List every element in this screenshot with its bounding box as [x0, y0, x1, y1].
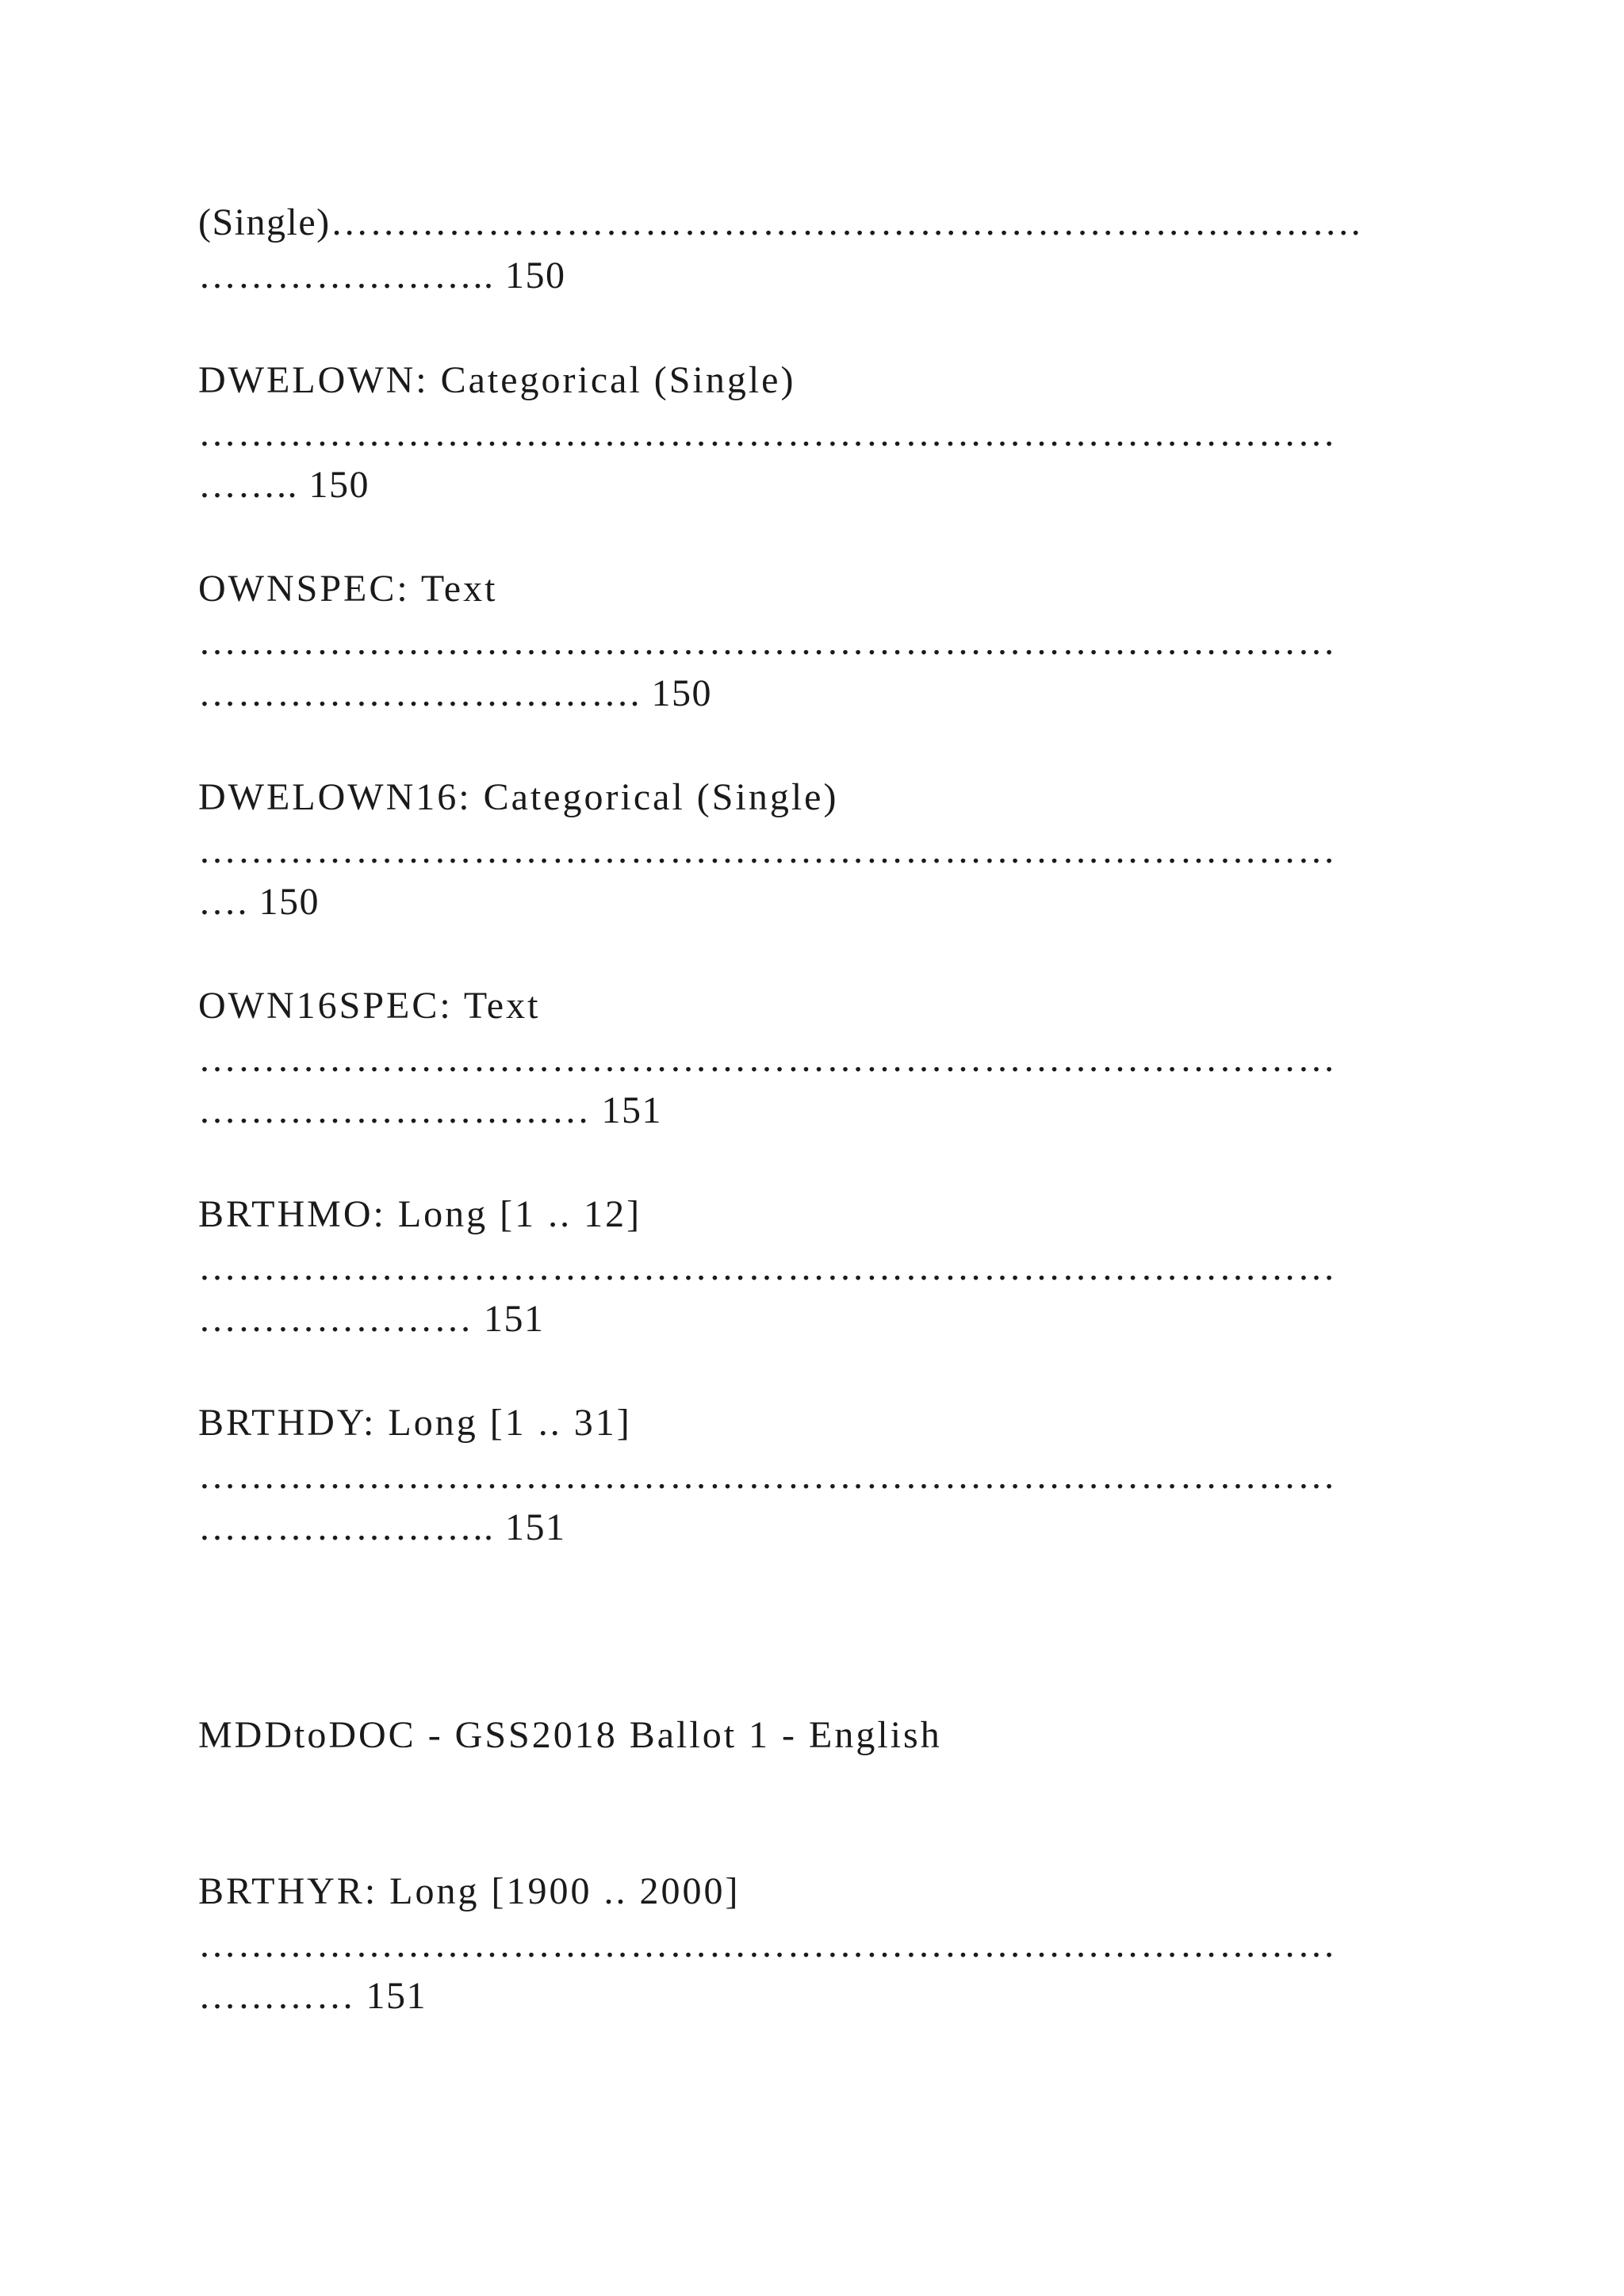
toc-entry-brthyr-leader: ……………………………………………………………………………	[198, 1923, 1337, 1965]
toc-entry-dwelown-page: …….. 150	[198, 464, 370, 506]
toc-entry-dwelown-label: DWELOWN: Categorical (Single)	[198, 359, 796, 401]
toc-entry-brthmo-page: ………………… 151	[198, 1298, 545, 1340]
toc-entry-own16spec-page: ………………………… 151	[198, 1089, 662, 1131]
toc-entry-own16spec-leader: ……………………………………………………………………………	[198, 1038, 1337, 1080]
toc-entry-brthyr-label: BRTHYR: Long [1900 .. 2000]	[198, 1870, 741, 1912]
toc-entry-brthdy-label: BRTHDY: Long [1 .. 31]	[198, 1402, 632, 1444]
toc-entry-dwelown16-leader: ……………………………………………………………………………	[198, 829, 1337, 871]
toc-entry-single-line2: ………………….. 150	[198, 254, 566, 297]
toc-entry-single-line1: (Single)…………………………………………………………………….	[198, 201, 1362, 243]
toc-entry-dwelown-leader: ……………………………………………………………………………	[198, 412, 1337, 454]
toc-entry-ownspec-label: OWNSPEC: Text	[198, 568, 498, 610]
document-footer-text: MDDtoDOC - GSS2018 Ballot 1 - English	[198, 1714, 942, 1756]
toc-entry-brthdy-leader: ……………………………………………………………………………	[198, 1455, 1337, 1497]
toc-entry-brthdy-page: ………………….. 151	[198, 1506, 566, 1548]
toc-entry-ownspec-leader: ……………………………………………………………………………	[198, 621, 1337, 663]
toc-entry-brthmo-leader: ……………………………………………………………………………	[198, 1246, 1337, 1288]
toc-entry-ownspec-page: ……………………………. 150	[198, 672, 712, 714]
toc-entry-brthyr-page: ………… 151	[198, 1975, 427, 2017]
toc-entry-brthmo-label: BRTHMO: Long [1 .. 12]	[198, 1193, 642, 1235]
toc-entry-dwelown16-label: DWELOWN16: Categorical (Single)	[198, 776, 839, 818]
toc-entry-own16spec-label: OWN16SPEC: Text	[198, 985, 541, 1027]
toc-entry-dwelown16-page: …. 150	[198, 881, 320, 923]
